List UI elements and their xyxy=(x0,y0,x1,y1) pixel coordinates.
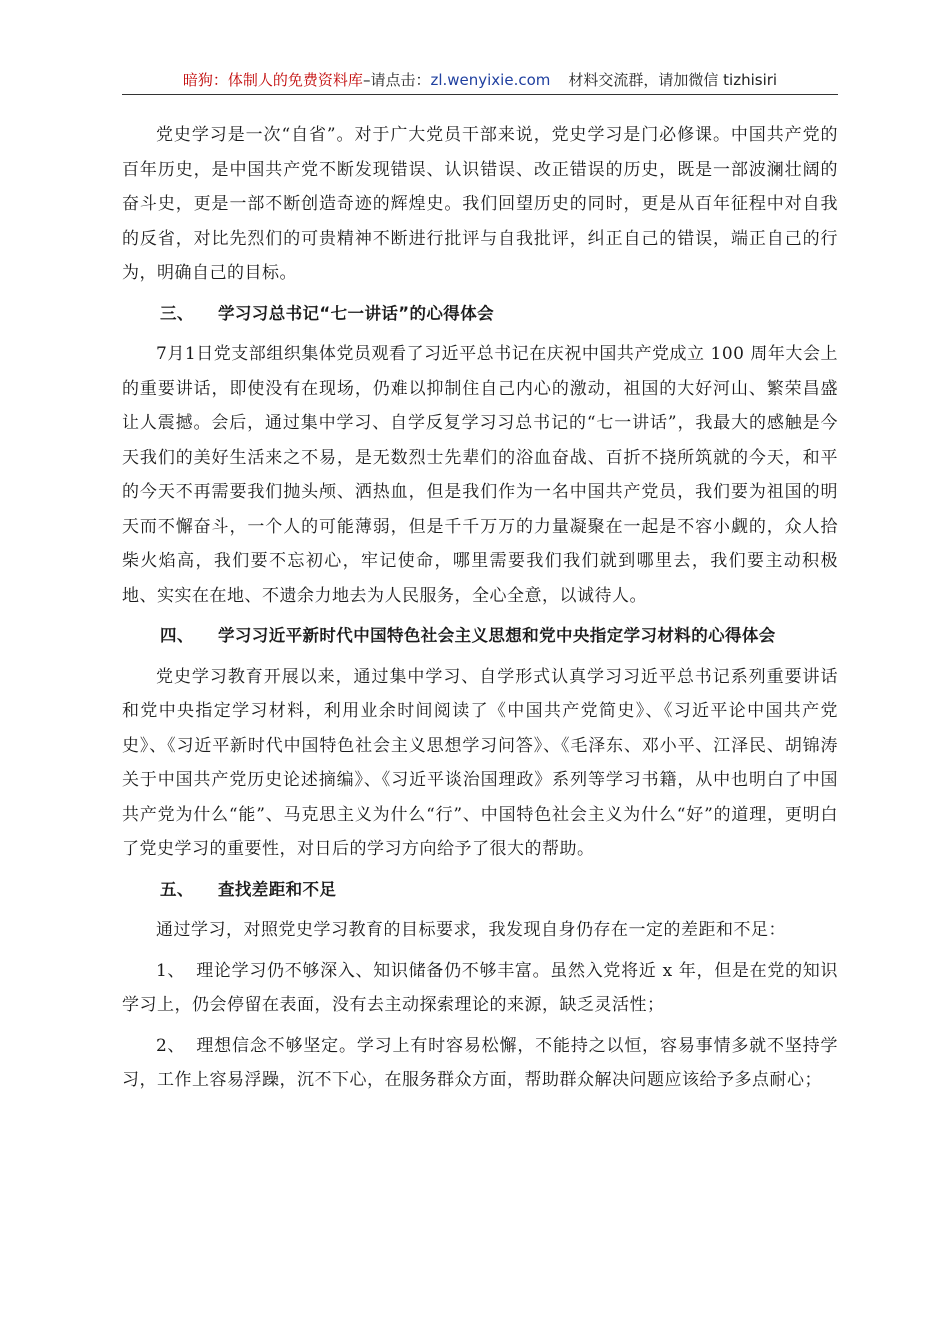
header-url-link[interactable]: zl.wenyixie.com xyxy=(430,71,551,89)
list-item-text: 理想信念不够坚定。学习上有时容易松懈，不能持之以恒，容易事情多就不坚持学习，工作上容易浮躁，沉不下心，在服务群众方面，帮助群众解决问题应该给予多点耐心； xyxy=(122,1035,838,1090)
paragraph-self-reflection: 党史学习是一次“自省”。对于广大党员干部来说，党史学习是门必修课。中国共产党的百年历史，是中国共产党不断发现错误、认识错误、改正错误的历史，既是一部波澜壮阔的奋斗史，更是一部不断创造奇迹的辉煌史。我们回望历史的同时，更是从百年征程中对自我的反省，对比先烈们的可贵精神不断进行批评与自我批评，纠正自己的错误，端正自己的行为，明确自己的目标。 xyxy=(122,125,838,283)
paragraph-july-first-speech: 7月1日党支部组织集体党员观看了习近平总书记在庆祝中国共产党成立 100 周年大会上的重要讲话，即使没有在现场，仍难以抑制住自己内心的激动，祖国的大好河山、繁荣昌盛让人震撼。会后，通过集中学习、自学反复学习习总书记的“七一讲话”，我最大的感触是今天我们的美好生活来之不易，是无数烈士先辈们的浴血奋战、百折不挠所筑就的今天，和平的今天不再需要我们抛头颅、洒热血，但是我们作为一名中国共产党员，我们要为祖国的明天而不懈奋斗，一个人的可能薄弱，但是千千万万的力量凝聚在一起是不容小觑的，众人拾柴火焰高，我们要不忘初心，牢记使命，哪里需要我们我们就到哪里去，我们要主动积极地、实实在在地、不遗余力地去为人民服务，全心全意，以诚待人。 xyxy=(122,344,838,606)
section-heading-4 xyxy=(122,619,838,654)
section-number: 四、 xyxy=(160,626,194,645)
paragraph-gaps-intro: 通过学习，对照党史学习教育的目标要求，我发现自身仍存在一定的差距和不足： xyxy=(156,920,786,940)
section-heading-3 xyxy=(122,297,838,332)
section-title: 学习习总书记“七一讲话”的心得体会 xyxy=(218,303,494,323)
section-heading-5 xyxy=(122,873,838,908)
paragraph-study-materials: 党史学习教育开展以来，通过集中学习、自学形式认真学习习近平总书记系列重要讲话和党中央指定学习材料，利用业余时间阅读了《中国共产党简史》、《习近平论中国共产党史》、《习近平新时代中国特色社会主义思想学习问答》、《毛泽东、邓小平、江泽民、胡锦涛关于中国共产党历史论述摘编》、《习近平谈治国理政》系列等学习书籍，从中也明白了中国共产党为什么“能”、马克思主义为什么“行”、中国特色社会主义为什么“好”的道理，更明白了党史学习的重要性，对日后的学习方向给予了很大的帮助。 xyxy=(122,666,838,859)
page-header xyxy=(122,70,838,95)
section-number: 三、 xyxy=(160,303,194,323)
section-number: 五、 xyxy=(160,879,194,899)
list-item-text: 理论学习仍不够深入、知识储备仍不够丰富。虽然入党将近 x 年，但是在党的知识学习上，仍会停留在表面，没有去主动探索理论的来源，缺乏灵活性； xyxy=(122,960,838,1015)
list-item-2 xyxy=(122,1029,838,1098)
list-item-number: 1、 xyxy=(156,960,185,981)
section-title: 学习习近平新时代中国特色社会主义思想和党中央指定学习材料的心得体会 xyxy=(218,626,776,645)
document-body xyxy=(122,118,838,1104)
section-title: 查找差距和不足 xyxy=(218,879,337,899)
header-prompt: –请点击： xyxy=(362,71,431,89)
header-site-name: 暗狗：体制人的免费资料库 xyxy=(182,71,363,89)
list-item-number: 2、 xyxy=(156,1035,185,1056)
header-group-text: 材料交流群，请加微信 tizhisiri xyxy=(568,71,778,89)
list-item-1 xyxy=(122,954,838,1023)
